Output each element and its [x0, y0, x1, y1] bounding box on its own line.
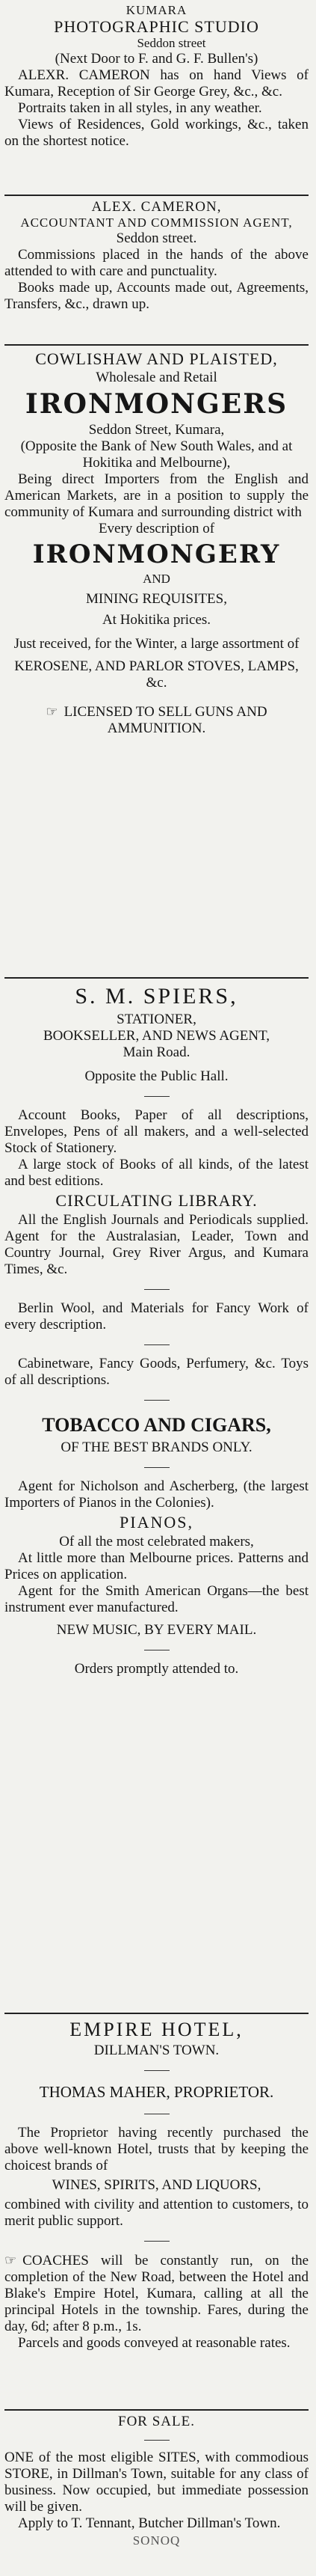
firm-address: Seddon Street, Kumara, [88, 422, 225, 438]
dash-rule [144, 1289, 170, 1290]
mining-requisites: MINING REQUISITES, [86, 591, 227, 607]
dash-rule [144, 1344, 170, 1345]
accountant-title: ACCOUNTANT AND COMMISSION AGENT, [20, 215, 293, 230]
dash-rule [144, 1096, 170, 1097]
accountant-ad [4, 199, 309, 341]
divider [4, 344, 309, 346]
new-music: NEW MUSIC, BY EVERY MAIL. [56, 1622, 257, 1638]
accountant-para-1: Commissions placed in the hands of the above attended to with care and punctuality. [4, 247, 309, 279]
firm-sub: Wholesale and Retail [96, 370, 217, 385]
brands-line: OF THE BEST BRANDS ONLY. [61, 1440, 253, 1455]
orders-line: Orders promptly attended to. [74, 1661, 239, 1677]
hotel-para-1: The Proprietor having recently purchased the above well-known Hotel, trusts that by keeping the choicest brands of [4, 2125, 309, 2173]
spiers-para-6: Agent for Nicholson and Ascherberg, (the largest Importers of Pianos in the Colonies). [4, 1478, 309, 1511]
firm-para-1: Being direct Importers from the English and American Markets, are in a position to supply the community of Kumara and surrounding district with [4, 471, 309, 520]
kerosene-line: KEROSENE, AND PARLOR STOVES, LAMPS, &c. [14, 658, 299, 691]
firm-opposite: (Opposite the Bank of New South Wales, and at Hokitika and Melbourne), [20, 438, 293, 471]
tobacco-heading: TOBACCO AND CIGARS, [42, 1414, 271, 1436]
accountant-name: ALEX. CAMERON, [91, 199, 222, 215]
photographic-studio-ad [4, 3, 309, 192]
and-word: AND [143, 572, 170, 586]
hotel-wines: WINES, SPIRITS, AND LIQUORS, [52, 2177, 261, 2193]
dash-rule [144, 2070, 170, 2071]
divider [4, 977, 309, 979]
for-sale-heading: FOR SALE. [118, 2414, 195, 2429]
hotel-name: EMPIRE HOTEL, [69, 2019, 244, 2040]
pointing-hand-icon: ☞ [4, 2253, 17, 2268]
studio-para-3: Views of Residences, Gold workings, &c., taken on the shortest notice. [4, 117, 309, 149]
hokitika-prices: At Hokitika prices. [102, 612, 211, 628]
empire-hotel-ad [4, 2017, 309, 2406]
pianos-heading: PIANOS, [120, 1513, 193, 1532]
library-heading: CIRCULATING LIBRARY. [55, 1191, 258, 1210]
ironmongery-headline: IRONMONGERY [32, 539, 281, 569]
studio-location: KUMARA [126, 3, 188, 17]
dash-rule [144, 1467, 170, 1468]
spiers-para-4: Berlin Wool, and Materials for Fancy Work of every description. [4, 1300, 309, 1333]
bottom-fragment: SONOQ [132, 2533, 181, 2548]
ironmongers-headline: IRONMONGERS [25, 388, 288, 420]
divider [4, 2013, 309, 2014]
spiers-para-3: All the English Journals and Periodicals supplied. Agent for the Australasian, Leader, Town and Country Journal, Grey River Argus, and Kumara Times, &c. [4, 1212, 309, 1277]
spiers-role: STATIONER, [117, 1012, 196, 1027]
spiers-para-9: Agent for the Smith American Organs—the best instrument ever manufactured. [4, 1583, 309, 1615]
coaches-text: COACHES will be constantly run, on the completion of the New Road, between the Hotel and Blake's Empire Hotel, Kumara, calling at all the principal Hotels in the township. Fares, during the day, 6d; after 8 p.m., 1s. [4, 2253, 309, 2334]
spiers-para-7: Of all the most celebrated makers, [59, 1534, 254, 1549]
studio-street: Seddon street [137, 36, 206, 50]
divider [4, 2409, 309, 2411]
stationer-ad [4, 982, 309, 2010]
dash-rule [144, 2241, 170, 2242]
newspaper-column [0, 3, 316, 2576]
pointing-hand-icon: ☞ [46, 704, 58, 719]
hotel-town: DILLMAN'S TOWN. [93, 2043, 220, 2058]
licensed-text: LICENSED TO SELL GUNS AND AMMUNITION. [63, 704, 267, 736]
dash-rule [144, 1400, 170, 1401]
spiers-para-1: Account Books, Paper of all descriptions, Envelopes, Pens of all makers, and a well-selected Stock of Stationery. [4, 1107, 309, 1156]
hotel-para-2: combined with civility and attention to customers, to merit public support. [4, 2197, 309, 2229]
every-description: Every description of [98, 521, 215, 536]
firm-para-2: Just received, for the Winter, a large assortment of [13, 636, 300, 652]
for-sale-para-1: ONE of the most eligible SITES, with commodious STORE, in Dillman's Town, suitable for any class of business. Now occupied, but immediate possession will be given. [4, 2450, 309, 2515]
hotel-proprietor: THOMAS MAHER, PROPRIETOR. [39, 2083, 274, 2101]
accountant-para-2: Books made up, Accounts made out, Agreements, Transfers, &c., drawn up. [4, 280, 309, 312]
ironmongers-ad [4, 349, 309, 974]
licensed-line [4, 703, 309, 737]
spiers-para-2: A large stock of Books of all kinds, of the latest and best editions. [4, 1157, 309, 1189]
for-sale-para-2: Apply to T. Tennant, Butcher Dillman's Town. [18, 2515, 281, 2531]
firm-name: COWLISHAW AND PLAISTED, [35, 349, 278, 368]
spiers-para-5: Cabinetware, Fancy Goods, Perfumery, &c. Toys of all descriptions. [4, 1356, 309, 1388]
spiers-name: S. M. SPIERS, [75, 984, 238, 1009]
spiers-para-8: At little more than Melbourne prices. Patterns and Prices on application. [4, 1550, 309, 1582]
dash-rule [144, 2440, 170, 2441]
for-sale-ad [4, 2414, 309, 2563]
hotel-para-4: Parcels and goods conveyed at reasonable rates. [18, 2335, 291, 2351]
studio-para-1: ALEXR. CAMERON has on hand Views of Kumara, Reception of Sir George Grey, &c., &c. [4, 67, 309, 100]
accountant-address: Seddon street. [116, 230, 197, 246]
studio-heading: PHOTOGRAPHIC STUDIO [54, 17, 259, 36]
hotel-para-3 [4, 2252, 309, 2335]
divider [4, 195, 309, 196]
spiers-role-2: BOOKSELLER, AND NEWS AGENT, [43, 1028, 270, 1044]
studio-nextdoor: (Next Door to F. and G. F. Bullen's) [55, 51, 258, 67]
spiers-opposite: Opposite the Public Hall. [84, 1068, 229, 1084]
spiers-road: Main Road. [123, 1044, 190, 1060]
studio-para-2: Portraits taken in all styles, in any weather. [18, 100, 262, 116]
